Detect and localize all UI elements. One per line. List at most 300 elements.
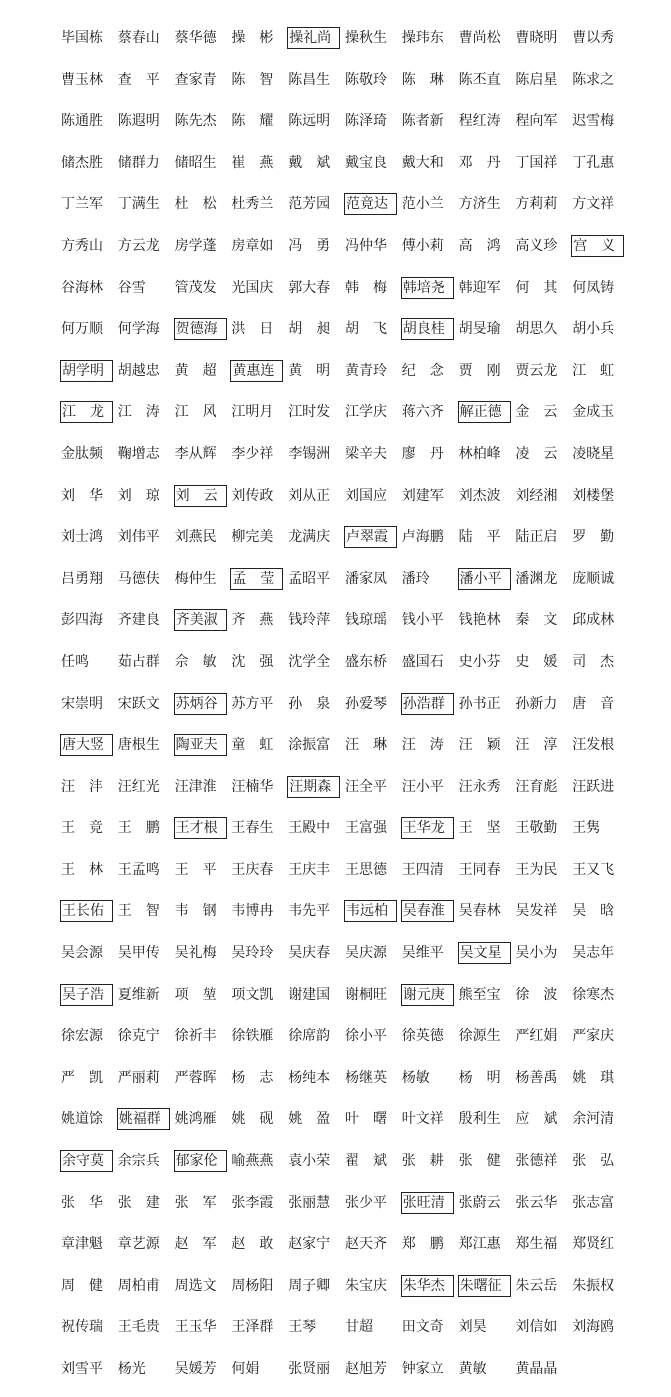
- name-entry: 徐宏源: [61, 1028, 103, 1045]
- name-entry: 吴媛芳: [174, 1361, 217, 1377]
- name-entry: 孙新力: [515, 695, 558, 712]
- name-entry: 刘海鸥: [572, 1319, 615, 1336]
- name-entry: 韦博冉: [231, 903, 274, 920]
- name-entry: 徐小平: [345, 1028, 387, 1045]
- name-entry: 郑 鹏: [401, 1236, 444, 1253]
- name-entry: 曹以秀: [572, 30, 615, 46]
- name-entry: 胡旻瑜: [458, 321, 501, 338]
- name-entry: 齐建良: [117, 612, 160, 629]
- name-entry: 徐克宁: [117, 1028, 160, 1045]
- name-row: [60, 398, 640, 440]
- name-entry: 朱宝庆: [345, 1277, 387, 1294]
- name-entry: 张少平: [345, 1194, 387, 1211]
- name-entry: 齐 燕: [231, 612, 274, 629]
- boxed-name: 操礼尚: [287, 27, 340, 49]
- name-entry: 纪 念: [401, 362, 444, 379]
- name-entry: 张李霞: [231, 1194, 274, 1211]
- name-entry: 陈通胜: [61, 113, 103, 130]
- name-entry: 吴春林: [458, 903, 501, 920]
- boxed-name: 王长佑: [60, 900, 113, 922]
- name-entry: 陈远明: [288, 113, 331, 130]
- name-entry: 陈者新: [401, 113, 444, 130]
- name-entry: 刘昊: [458, 1319, 487, 1336]
- boxed-name: 胡学明: [60, 360, 113, 382]
- name-entry: 张 耕: [401, 1153, 444, 1170]
- name-entry: 陈先杰: [174, 113, 217, 130]
- name-entry: 吴小为: [515, 945, 558, 962]
- name-entry: 祝传瑞: [61, 1319, 103, 1336]
- name-entry: 杜秀兰: [231, 196, 274, 213]
- name-row: [60, 66, 640, 108]
- name-entry: 黄 明: [288, 362, 331, 379]
- name-row: [60, 149, 640, 191]
- boxed-name: 孙浩群: [401, 693, 454, 715]
- name-entry: 周柏甫: [117, 1277, 160, 1294]
- name-entry: 童 虹: [231, 737, 274, 754]
- name-entry: 陈 耀: [231, 113, 274, 130]
- name-entry: 张贤丽: [288, 1361, 331, 1377]
- name-entry: 陆 平: [458, 529, 501, 546]
- name-entry: 朱振权: [572, 1277, 615, 1294]
- name-entry: 吕勇翔: [61, 570, 103, 587]
- name-entry: 甘超: [345, 1319, 373, 1336]
- name-entry: 谢桐旺: [345, 986, 387, 1003]
- name-entry: 王泽群: [231, 1319, 274, 1336]
- name-row: [60, 565, 640, 607]
- name-entry: 房章如: [231, 237, 274, 254]
- name-entry: 钟家立: [401, 1361, 444, 1377]
- name-entry: 王 林: [61, 861, 103, 878]
- name-entry: 廖 丹: [401, 445, 444, 462]
- name-entry: 程向军: [515, 113, 558, 130]
- name-entry: 张蔚云: [458, 1194, 501, 1211]
- name-entry: 孙 泉: [288, 695, 331, 712]
- name-entry: 毕国栋: [61, 30, 103, 46]
- name-entry: 王 鹏: [117, 820, 160, 837]
- name-entry: 光国庆: [231, 279, 274, 296]
- name-entry: 陈求之: [572, 71, 615, 88]
- name-entry: 吴会源: [61, 945, 103, 962]
- name-entry: 刘士鸿: [61, 529, 103, 546]
- name-entry: 何凤铸: [572, 279, 615, 296]
- name-entry: 郑江惠: [458, 1236, 501, 1253]
- name-entry: 储群力: [117, 154, 160, 171]
- name-entry: 王玉华: [174, 1319, 217, 1336]
- name-entry: 张云华: [515, 1194, 558, 1211]
- boxed-name: 黄惠连: [230, 360, 283, 382]
- name-row: [60, 1064, 640, 1106]
- boxed-name: 韩培尧: [401, 277, 454, 299]
- name-entry: 胡 昶: [288, 321, 331, 338]
- name-entry: 钱艳林: [458, 612, 501, 629]
- name-entry: 余河清: [572, 1111, 615, 1128]
- name-entry: 汪 颖: [458, 737, 501, 754]
- name-entry: 丁国祥: [515, 154, 558, 171]
- name-entry: 赵 军: [174, 1236, 217, 1253]
- name-row: [60, 232, 640, 274]
- name-entry: 鞠增志: [117, 445, 160, 462]
- name-entry: 汪育彪: [515, 778, 558, 795]
- name-row: [60, 357, 640, 399]
- name-entry: 汪 淳: [515, 737, 558, 754]
- boxed-name: 唐大竖: [60, 734, 113, 756]
- boxed-name: 卢翠霞: [344, 526, 397, 548]
- name-entry: 张志富: [572, 1194, 615, 1211]
- name-row: [60, 981, 640, 1023]
- name-entry: 谢建国: [288, 986, 331, 1003]
- name-entry: 胡 飞: [345, 321, 387, 338]
- name-entry: 盛东桥: [345, 653, 387, 670]
- name-entry: 龙满庆: [288, 529, 331, 546]
- name-entry: 王琴: [288, 1319, 317, 1336]
- name-entry: 方济生: [458, 196, 501, 213]
- name-entry: 洪 日: [231, 321, 274, 338]
- name-entry: 张 弘: [572, 1153, 615, 1170]
- name-entry: 凌晓星: [572, 445, 615, 462]
- boxed-name: 胡良桂: [401, 318, 454, 340]
- boxed-name: 王华龙: [401, 817, 454, 839]
- name-entry: 殷利生: [458, 1111, 501, 1128]
- name-entry: 王 坚: [458, 820, 501, 837]
- name-entry: 徐 波: [515, 986, 558, 1003]
- name-entry: 吴 晗: [572, 903, 615, 920]
- name-entry: 操玮东: [401, 30, 444, 46]
- name-entry: 周子卿: [288, 1277, 331, 1294]
- boxed-name: 谢元庚: [401, 984, 454, 1006]
- name-row: [60, 482, 640, 524]
- boxed-name: 解正德: [458, 401, 511, 423]
- name-entry: 柳完美: [231, 529, 274, 546]
- name-entry: 汪小平: [401, 778, 444, 795]
- boxed-name: 余守莫: [60, 1150, 113, 1172]
- boxed-name: 苏炳谷: [174, 693, 227, 715]
- name-entry: 司 杰: [572, 653, 615, 670]
- name-entry: 王庆丰: [288, 861, 331, 878]
- name-entry: 刘 华: [61, 487, 103, 504]
- name-entry: 李锡洲: [288, 445, 331, 462]
- name-entry: 傅小莉: [401, 237, 444, 254]
- name-entry: 严丽莉: [117, 1069, 160, 1086]
- name-entry: 贾云龙: [515, 362, 558, 379]
- name-entry: 罗 勤: [572, 529, 615, 546]
- name-entry: 袁小荣: [288, 1153, 331, 1170]
- name-entry: 陈丕直: [458, 71, 501, 88]
- name-entry: 韩 梅: [345, 279, 387, 296]
- name-entry: 储昭生: [174, 154, 217, 171]
- name-entry: 高 鸿: [458, 237, 501, 254]
- name-entry: 陈遐明: [117, 113, 160, 130]
- name-entry: 江 风: [174, 404, 217, 421]
- name-entry: 崔 燕: [231, 154, 274, 171]
- name-entry: 杨光: [117, 1361, 146, 1377]
- name-entry: 王春生: [231, 820, 274, 837]
- name-entry: 余宗兵: [117, 1153, 160, 1170]
- boxed-name: 姚福群: [117, 1108, 170, 1130]
- name-entry: 李从辉: [174, 445, 217, 462]
- name-entry: 金成玉: [572, 404, 615, 421]
- name-entry: 夏维新: [117, 986, 160, 1003]
- name-entry: 蔡华德: [174, 30, 217, 46]
- name-entry: 姚道馀: [61, 1111, 103, 1128]
- name-entry: 刘燕民: [174, 529, 217, 546]
- name-entry: 张 华: [61, 1194, 103, 1211]
- name-entry: 查家青: [174, 71, 217, 88]
- name-entry: 汪 琳: [345, 737, 387, 754]
- name-entry: 凌 云: [515, 445, 558, 462]
- name-entry: 严 凯: [61, 1069, 103, 1086]
- name-entry: 郑生福: [515, 1236, 558, 1253]
- name-entry: 吴维平: [401, 945, 444, 962]
- name-entry: 王又飞: [572, 861, 615, 878]
- name-entry: 秦 文: [515, 612, 558, 629]
- name-entry: 庞顺诚: [572, 570, 615, 587]
- name-entry: 宋崇明: [61, 695, 103, 712]
- name-row: [60, 107, 640, 149]
- name-entry: 邱成林: [572, 612, 615, 629]
- name-entry: 范小兰: [401, 196, 444, 213]
- name-entry: 苏方平: [231, 695, 274, 712]
- name-entry: 严蓉晖: [174, 1069, 217, 1086]
- name-entry: 江学庆: [345, 404, 387, 421]
- boxed-name: 郁家伦: [174, 1150, 227, 1172]
- name-entry: 史小芬: [458, 653, 501, 670]
- name-entry: 汪楠华: [231, 778, 274, 795]
- boxed-name: 范竟达: [344, 193, 397, 215]
- name-entry: 杨纯本: [288, 1069, 331, 1086]
- name-entry: 姚鸿雁: [174, 1111, 217, 1128]
- boxed-name: 王才根: [174, 817, 227, 839]
- boxed-name: 汪期森: [287, 776, 340, 798]
- name-entry: 吴甲传: [117, 945, 160, 962]
- name-entry: 曹尚松: [458, 30, 501, 46]
- name-entry: 陆正启: [515, 529, 558, 546]
- name-entry: 徐铁雁: [231, 1028, 274, 1045]
- name-entry: 江明月: [231, 404, 274, 421]
- name-entry: 赵旭芳: [345, 1361, 387, 1377]
- name-row: [60, 773, 640, 815]
- name-row: [60, 856, 640, 898]
- name-entry: 王为民: [515, 861, 558, 878]
- name-row: [60, 1022, 640, 1064]
- name-entry: 谷海林: [61, 279, 103, 296]
- name-entry: 唐根生: [117, 737, 160, 754]
- name-entry: 刘杰波: [458, 487, 501, 504]
- name-entry: 刘 琼: [117, 487, 160, 504]
- name-entry: 何学海: [117, 321, 160, 338]
- name-entry: 刘经湘: [515, 487, 558, 504]
- name-entry: 潘玲: [401, 570, 430, 587]
- name-entry: 吴庆春: [288, 945, 331, 962]
- name-entry: 吴玲玲: [231, 945, 274, 962]
- name-entry: 汪跃进: [572, 778, 615, 795]
- name-entry: 刘国应: [345, 487, 387, 504]
- name-entry: 徐祈丰: [174, 1028, 217, 1045]
- name-entry: 张丽慧: [288, 1194, 331, 1211]
- name-entry: 胡小兵: [572, 321, 615, 338]
- name-entry: 陈泽琦: [345, 113, 387, 130]
- name-entry: 马德伕: [117, 570, 160, 587]
- name-entry: 陈昌生: [288, 71, 331, 88]
- name-entry: 方秀山: [61, 237, 103, 254]
- name-entry: 姚 砚: [231, 1111, 274, 1128]
- name-entry: 孟昭平: [288, 570, 331, 587]
- name-row: [60, 1147, 640, 1189]
- name-entry: 林柏峰: [458, 445, 501, 462]
- name-row: [60, 690, 640, 732]
- name-entry: 江 涛: [117, 404, 160, 421]
- name-entry: 戴宝良: [345, 154, 387, 171]
- name-entry: 方文祥: [572, 196, 615, 213]
- name-entry: 曹玉林: [61, 71, 103, 88]
- name-row: [60, 648, 640, 690]
- name-entry: 金肽频: [61, 445, 103, 462]
- name-entry: 茹占群: [117, 653, 160, 670]
- boxed-name: 孟 莹: [230, 568, 283, 590]
- name-entry: 方云龙: [117, 237, 160, 254]
- name-entry: 金 云: [515, 404, 558, 421]
- name-entry: 任鸣: [61, 653, 89, 670]
- name-row: [60, 1230, 640, 1272]
- name-entry: 杨继英: [345, 1069, 387, 1086]
- name-entry: 张 健: [458, 1153, 501, 1170]
- name-entry: 丁满生: [117, 196, 160, 213]
- name-entry: 姚 盈: [288, 1111, 331, 1128]
- name-entry: 严红娟: [515, 1028, 558, 1045]
- name-entry: 胡思久: [515, 321, 558, 338]
- name-entry: 吴志年: [572, 945, 615, 962]
- name-entry: 杜 松: [174, 196, 217, 213]
- name-entry: 王四清: [401, 861, 444, 878]
- name-entry: 黄青玲: [345, 362, 387, 379]
- boxed-name: 宫 义: [571, 235, 624, 257]
- name-entry: 张 建: [117, 1194, 160, 1211]
- name-entry: 丁兰军: [61, 196, 103, 213]
- name-entry: 汪 涛: [401, 737, 444, 754]
- name-entry: 徐寒杰: [572, 986, 615, 1003]
- name-entry: 朱云岳: [515, 1277, 558, 1294]
- name-entry: 查 平: [117, 71, 160, 88]
- name-entry: 程红涛: [458, 113, 501, 130]
- boxed-name: 贺德海: [174, 318, 227, 340]
- name-entry: 汪发根: [572, 737, 615, 754]
- name-entry: 刘伟平: [117, 529, 160, 546]
- name-entry: 郭大春: [288, 279, 331, 296]
- name-row: [60, 1272, 640, 1314]
- name-entry: 章津魁: [61, 1236, 103, 1253]
- name-entry: 韦 钢: [174, 903, 217, 920]
- name-entry: 应 斌: [515, 1111, 558, 1128]
- name-entry: 陈 智: [231, 71, 274, 88]
- name-entry: 汪永秀: [458, 778, 501, 795]
- name-row: [60, 731, 640, 773]
- name-entry: 刘建军: [401, 487, 444, 504]
- name-grid: [60, 24, 640, 1397]
- name-entry: 吴庆源: [345, 945, 387, 962]
- name-entry: 潘渊龙: [515, 570, 558, 587]
- name-entry: 汪 沣: [61, 778, 103, 795]
- name-entry: 王敬勤: [515, 820, 558, 837]
- boxed-name: 张旺清: [401, 1192, 454, 1214]
- name-entry: 钱玲萍: [288, 612, 331, 629]
- name-entry: 王毛贵: [117, 1319, 160, 1336]
- name-entry: 佘 敏: [174, 653, 217, 670]
- name-entry: 项 堃: [174, 986, 217, 1003]
- name-entry: 孙爱琴: [345, 695, 387, 712]
- name-entry: 王 智: [117, 903, 160, 920]
- name-entry: 章艺源: [117, 1236, 160, 1253]
- name-entry: 韦先平: [288, 903, 331, 920]
- name-entry: 翟 斌: [345, 1153, 387, 1170]
- name-entry: 王思德: [345, 861, 387, 878]
- name-entry: 钱小平: [401, 612, 444, 629]
- name-entry: 叶文祥: [401, 1111, 444, 1128]
- name-entry: 孙书正: [458, 695, 501, 712]
- name-entry: 盛国石: [401, 653, 444, 670]
- name-entry: 梁辛夫: [345, 445, 387, 462]
- boxed-name: 江 龙: [60, 401, 113, 423]
- name-entry: 李少祥: [231, 445, 274, 462]
- name-row: [60, 1355, 640, 1397]
- name-row: [60, 190, 640, 232]
- name-entry: 刘信如: [515, 1319, 558, 1336]
- name-entry: 郑贤红: [572, 1236, 615, 1253]
- name-entry: 冯仲华: [345, 237, 387, 254]
- name-entry: 何万顺: [61, 321, 103, 338]
- name-row: [60, 897, 640, 939]
- name-entry: 何 其: [515, 279, 558, 296]
- name-entry: 王庆春: [231, 861, 274, 878]
- name-row: [60, 1105, 640, 1147]
- name-entry: 蒋六齐: [401, 404, 444, 421]
- name-entry: 邓 丹: [458, 154, 501, 171]
- name-entry: 刘楼堡: [572, 487, 615, 504]
- name-entry: 丁孔惠: [572, 154, 615, 171]
- name-entry: 范芳园: [288, 196, 331, 213]
- name-entry: 贾 刚: [458, 362, 501, 379]
- name-entry: 赵天齐: [345, 1236, 387, 1253]
- name-entry: 黄晶晶: [515, 1361, 558, 1377]
- name-entry: 汪津淮: [174, 778, 217, 795]
- name-entry: 梅仲生: [174, 570, 217, 587]
- name-entry: 房学蓬: [174, 237, 217, 254]
- name-entry: 宋跃文: [117, 695, 160, 712]
- name-row: [60, 24, 640, 66]
- name-entry: 杨敏: [401, 1069, 430, 1086]
- name-entry: 张 军: [174, 1194, 217, 1211]
- name-entry: 管茂发: [174, 279, 217, 296]
- name-row: [60, 523, 640, 565]
- name-entry: 王同春: [458, 861, 501, 878]
- boxed-name: 陶亚夫: [174, 734, 227, 756]
- name-entry: 周杨阳: [231, 1277, 274, 1294]
- name-entry: 储杰胜: [61, 154, 103, 171]
- boxed-name: 吴子浩: [60, 984, 113, 1006]
- name-entry: 王 竞: [61, 820, 103, 837]
- name-entry: 冯 勇: [288, 237, 331, 254]
- name-entry: 史 媛: [515, 653, 558, 670]
- name-entry: 操秋生: [345, 30, 387, 46]
- name-entry: 王富强: [345, 820, 387, 837]
- name-entry: 迟雪梅: [572, 113, 615, 130]
- name-entry: 王殿中: [288, 820, 331, 837]
- name-entry: 徐源生: [458, 1028, 501, 1045]
- name-entry: 钱琼瑶: [345, 612, 387, 629]
- name-entry: 叶 曙: [345, 1111, 387, 1128]
- boxed-name: 朱华杰: [401, 1275, 454, 1297]
- name-entry: 黄敏: [458, 1361, 487, 1377]
- boxed-name: 朱曙征: [458, 1275, 511, 1297]
- name-entry: 沈 强: [231, 653, 274, 670]
